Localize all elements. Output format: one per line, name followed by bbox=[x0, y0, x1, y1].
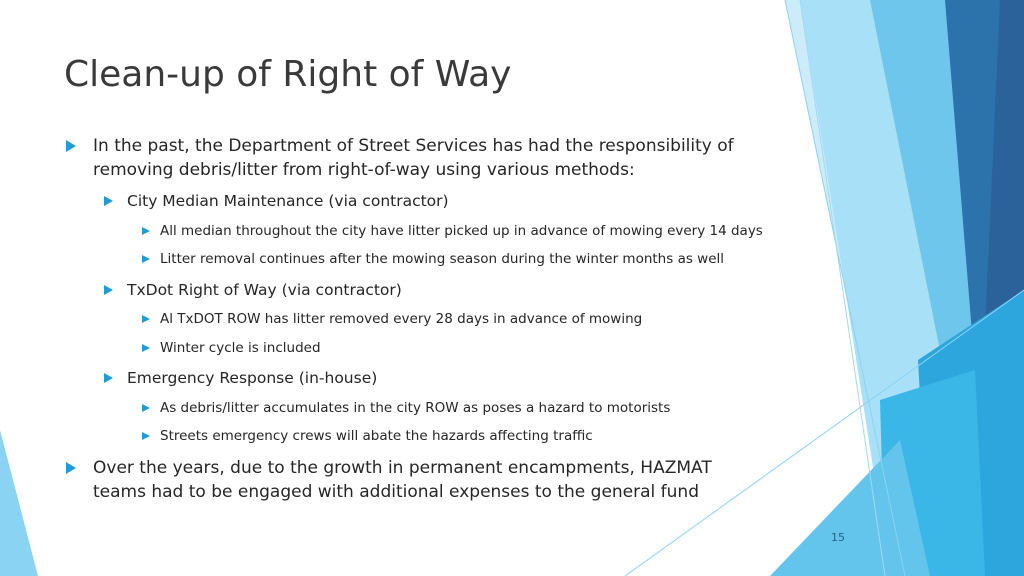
bullet-text: Al TxDOT ROW has litter removed every 28 days in advance of mowing bbox=[160, 311, 643, 327]
bullet-text: Winter cycle is included bbox=[160, 340, 321, 356]
bullet-text: All median throughout the city have litter picked up in advance of mowing every 14 days bbox=[160, 223, 763, 239]
bullet-level3-winter-cycle bbox=[142, 339, 782, 357]
bullet-text: As debris/litter accumulates in the city ROW as poses a hazard to motorists bbox=[160, 400, 671, 416]
bullet-level3-debris-hazard bbox=[142, 399, 782, 417]
bullet-level2-median-maintenance bbox=[104, 191, 704, 211]
bullet-level1-hazmat-teams bbox=[66, 456, 766, 504]
bullet-text: Streets emergency crews will abate the hazards affecting traffic bbox=[160, 428, 593, 444]
bullet-level3-emergency-crews bbox=[142, 427, 782, 445]
bullet-arrow-icon bbox=[142, 432, 150, 440]
left-triangle-shape bbox=[0, 430, 38, 576]
bullet-arrow-icon bbox=[104, 285, 113, 295]
bullet-arrow-icon bbox=[142, 227, 150, 235]
bullet-level2-txdot-row bbox=[104, 280, 704, 300]
bullet-text: Litter removal continues after the mowing season during the winter months as well bbox=[160, 251, 725, 267]
bullet-level2-emergency-response bbox=[104, 368, 704, 388]
bullet-arrow-icon bbox=[104, 196, 113, 206]
bullet-level3-median-14-days bbox=[142, 222, 782, 240]
slide-number: 15 bbox=[831, 531, 845, 544]
bullet-text: Over the years, due to the growth in permanent encampments, HAZMAT teams had to be engaged with additional expenses to the general fund bbox=[93, 458, 712, 502]
bullet-level1-past-responsibility bbox=[66, 134, 766, 182]
bullet-arrow-icon bbox=[66, 462, 76, 474]
bullet-text: TxDot Right of Way (via contractor) bbox=[127, 281, 402, 299]
slide-title: Clean-up of Right of Way bbox=[64, 54, 512, 95]
bullet-arrow-icon bbox=[142, 315, 150, 323]
bullet-text: Emergency Response (in-house) bbox=[127, 369, 378, 387]
bullet-text: In the past, the Department of Street Services has had the responsibility of removing debris/litter from right-of-way using various methods: bbox=[93, 136, 734, 180]
bullet-text: City Median Maintenance (via contractor) bbox=[127, 192, 449, 210]
bullet-arrow-icon bbox=[104, 373, 113, 383]
bullet-level3-txdot-28-days bbox=[142, 310, 782, 328]
bullet-arrow-icon bbox=[66, 140, 76, 152]
bullet-level3-winter-months bbox=[142, 250, 782, 268]
bullet-arrow-icon bbox=[142, 404, 150, 412]
bullet-arrow-icon bbox=[142, 344, 150, 352]
bullet-arrow-icon bbox=[142, 255, 150, 263]
